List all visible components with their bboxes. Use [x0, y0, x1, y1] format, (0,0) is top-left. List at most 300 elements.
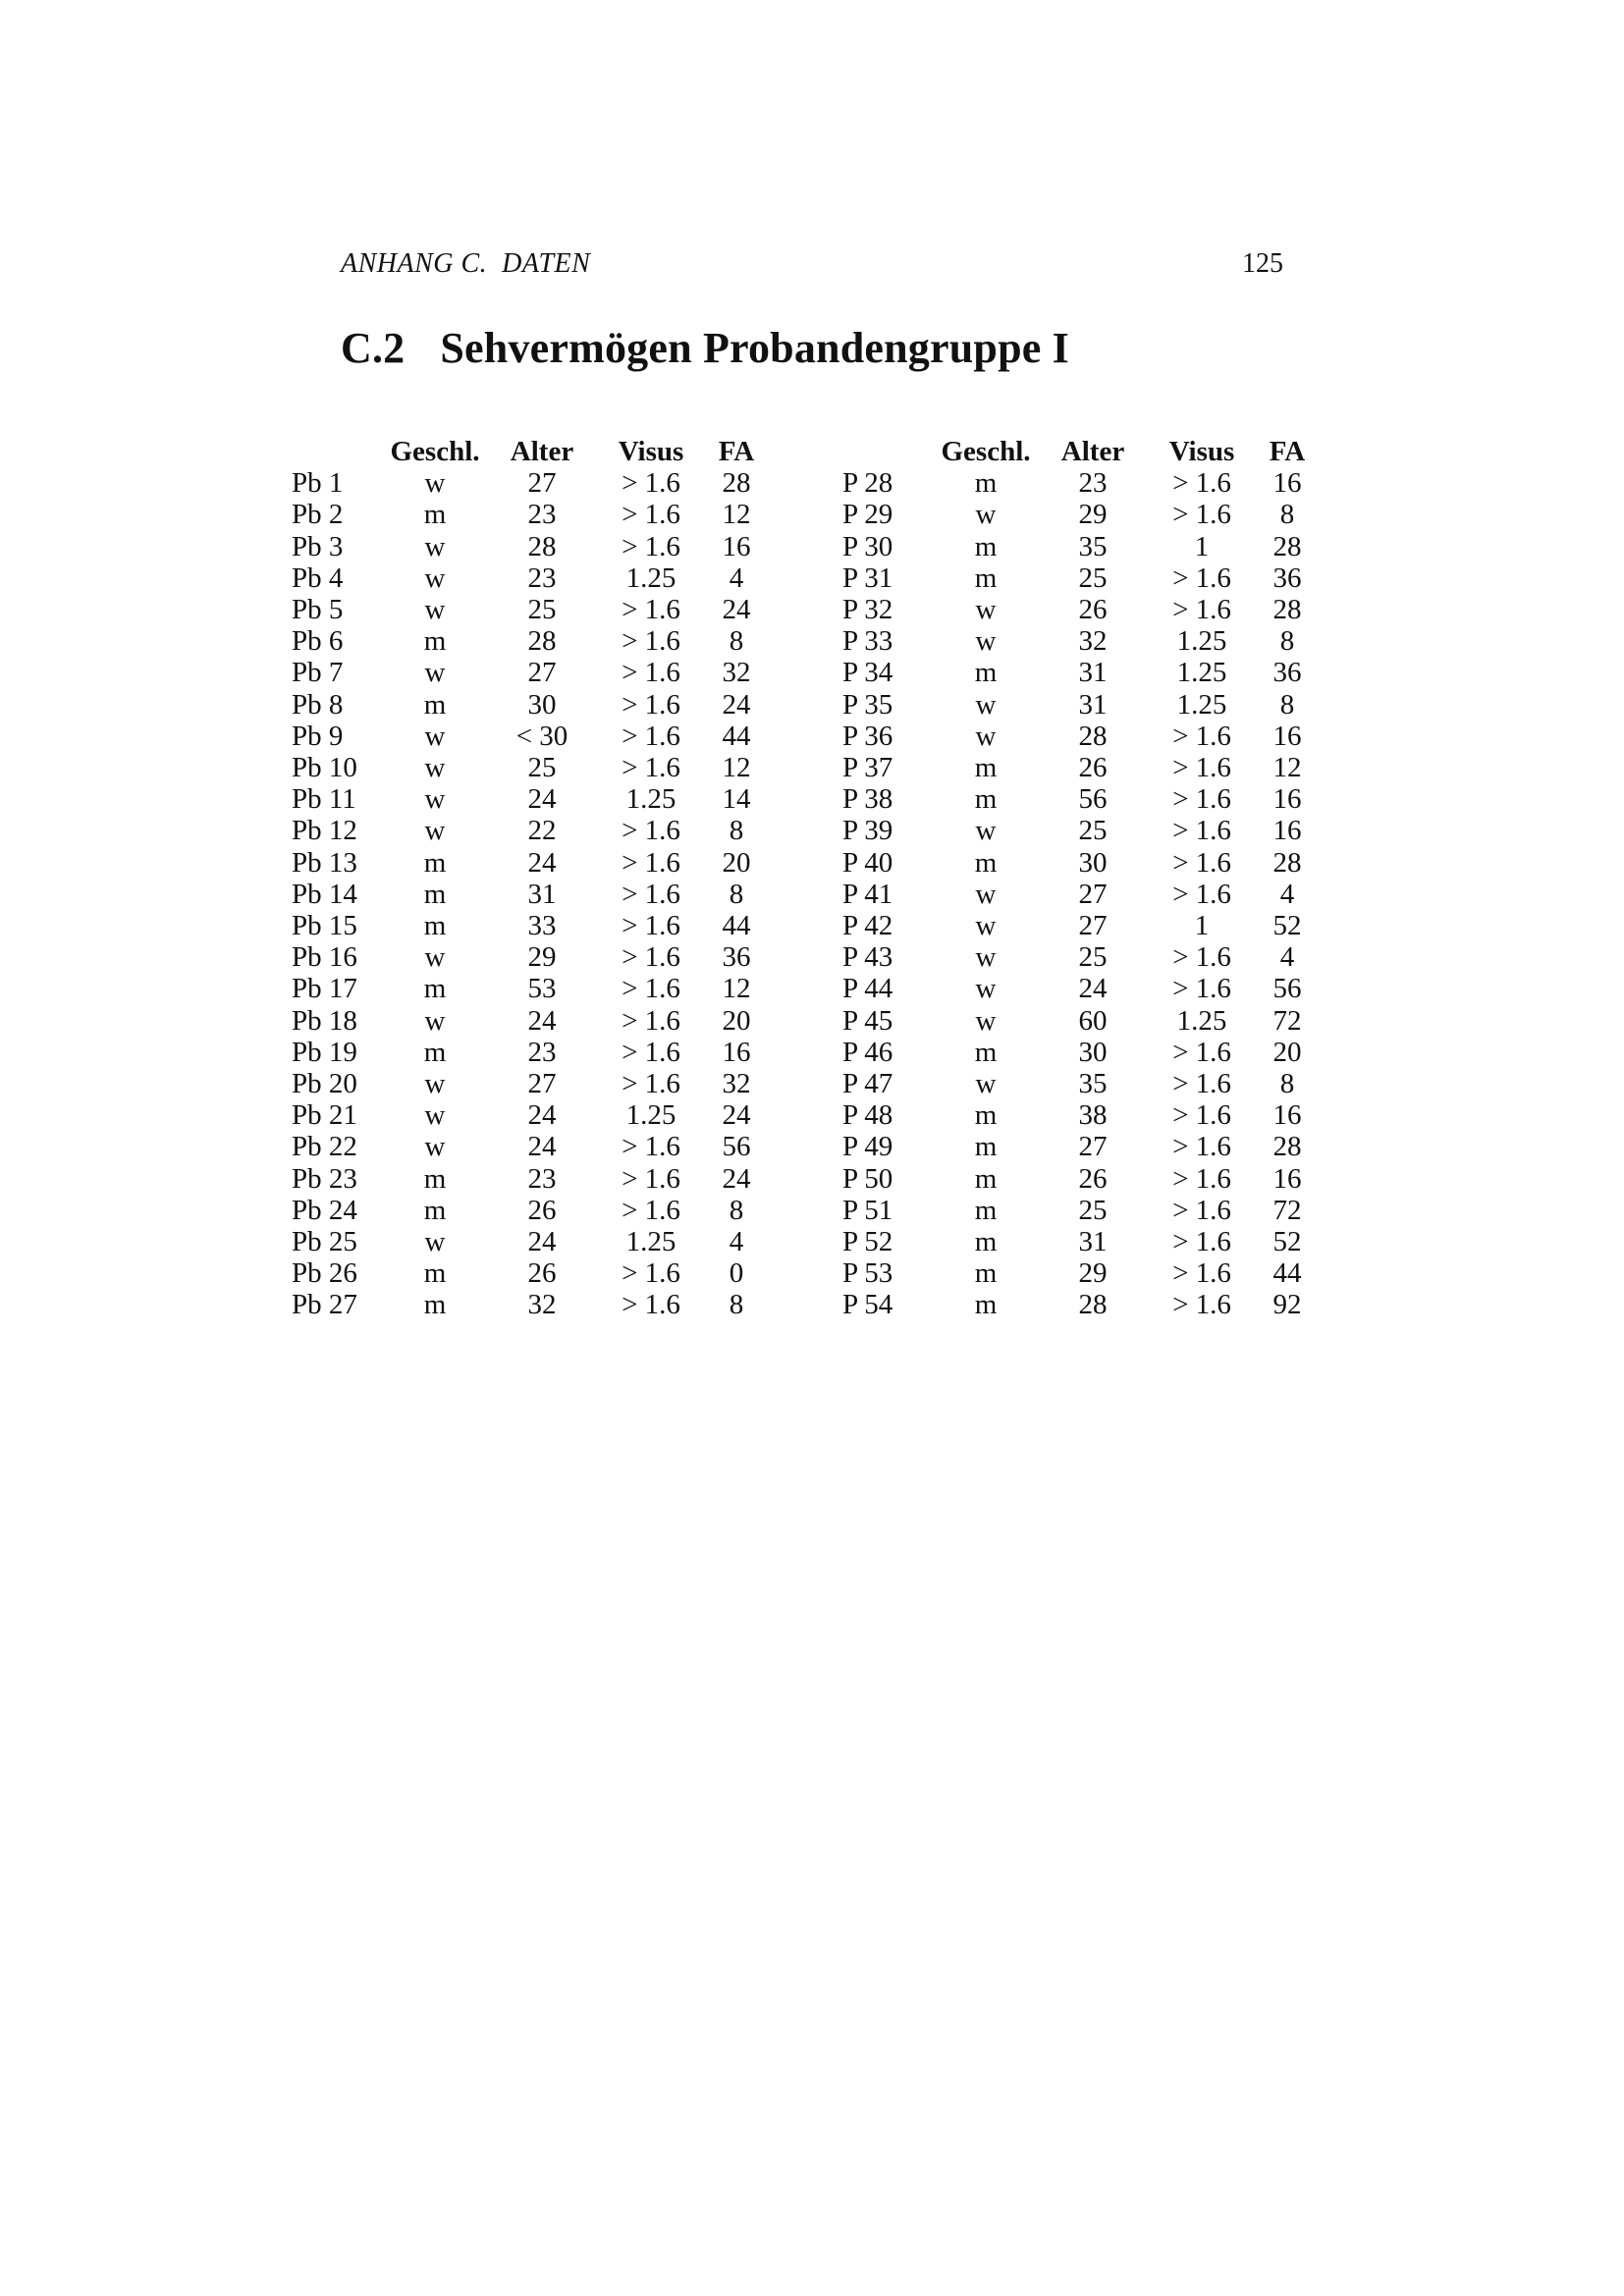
cell-geschl: m: [974, 1257, 998, 1290]
cell-alter: 56: [1078, 783, 1108, 816]
cell-geschl: m: [974, 1226, 998, 1258]
row-label: Pb 7: [292, 657, 344, 689]
cell-geschl: w: [975, 815, 997, 847]
table-row: [839, 721, 1318, 752]
cell-visus: > 1.6: [1172, 720, 1231, 752]
cell-visus: > 1.6: [622, 973, 680, 1005]
cell-geschl: m: [423, 910, 447, 942]
table-row: [839, 1037, 1318, 1068]
cell-geschl: w: [975, 499, 997, 531]
cell-alter: 24: [527, 783, 557, 816]
cell-visus: > 1.6: [1172, 752, 1231, 784]
table-row: [839, 1005, 1318, 1037]
cell-alter: 26: [527, 1257, 557, 1290]
cell-visus: > 1.6: [1172, 1289, 1231, 1321]
column-header-geschl: Geschl.: [941, 436, 1031, 467]
row-label: P 37: [842, 752, 893, 784]
cell-geschl: m: [974, 530, 998, 562]
table-row: [288, 1289, 767, 1320]
row-label: P 35: [842, 688, 893, 721]
cell-fa: 4: [729, 561, 744, 594]
cell-visus: > 1.6: [1172, 815, 1231, 847]
section-title: Sehvermögen Probandengruppe I: [440, 324, 1069, 372]
cell-fa: 72: [1272, 1004, 1302, 1037]
cell-fa: 20: [722, 846, 751, 879]
cell-alter: 24: [527, 846, 557, 879]
row-label: P 42: [842, 910, 893, 942]
table-row: [839, 752, 1318, 783]
cell-visus: > 1.6: [622, 688, 680, 721]
table-row: [839, 467, 1318, 499]
table-header-row: [839, 436, 1318, 467]
cell-visus: > 1.6: [1172, 1068, 1231, 1100]
section-heading: [341, 324, 1069, 373]
cell-visus: 1.25: [1176, 625, 1227, 658]
column-header-fa: FA: [718, 436, 755, 467]
cell-fa: 0: [729, 1257, 744, 1290]
table-row: [288, 1005, 767, 1037]
cell-geschl: w: [975, 878, 997, 910]
cell-geschl: m: [423, 1257, 447, 1290]
cell-alter: < 30: [515, 720, 568, 752]
cell-visus: 1.25: [625, 1226, 677, 1258]
column-header-visus: Visus: [1168, 436, 1235, 467]
table-row: [288, 562, 767, 594]
cell-alter: 26: [527, 1194, 557, 1226]
cell-geschl: w: [975, 1004, 997, 1037]
cell-visus: > 1.6: [1172, 1162, 1231, 1195]
row-label: P 32: [842, 594, 893, 626]
cell-fa: 28: [1272, 846, 1302, 879]
table-row: [839, 594, 1318, 625]
cell-alter: 27: [1078, 910, 1108, 942]
column-header-fa: FA: [1269, 436, 1306, 467]
row-label: P 49: [842, 1131, 893, 1163]
cell-alter: 24: [527, 1004, 557, 1037]
cell-alter: 31: [1078, 657, 1108, 689]
cell-geschl: w: [424, 1131, 446, 1163]
table-row: [839, 625, 1318, 657]
cell-visus: 1: [1194, 910, 1210, 942]
table-row: [839, 1131, 1318, 1162]
row-label: Pb 5: [292, 594, 344, 626]
cell-alter: 29: [1078, 1257, 1108, 1290]
cell-fa: 28: [1272, 594, 1302, 626]
cell-fa: 8: [1279, 688, 1295, 721]
cell-visus: > 1.6: [1172, 973, 1231, 1005]
cell-visus: > 1.6: [1172, 1036, 1231, 1068]
cell-fa: 32: [722, 657, 751, 689]
cell-visus: > 1.6: [622, 878, 680, 910]
cell-geschl: w: [975, 720, 997, 752]
cell-fa: 52: [1272, 910, 1302, 942]
row-label: P 50: [842, 1162, 893, 1195]
cell-fa: 8: [1279, 499, 1295, 531]
cell-alter: 26: [1078, 594, 1108, 626]
table-row: [839, 1195, 1318, 1226]
row-label: P 40: [842, 846, 893, 879]
cell-visus: 1.25: [1176, 657, 1227, 689]
cell-alter: 28: [1078, 1289, 1108, 1321]
row-label: Pb 8: [292, 688, 344, 721]
table-row: [839, 1163, 1318, 1195]
table-row: [839, 531, 1318, 562]
cell-geschl: m: [423, 973, 447, 1005]
cell-fa: 12: [722, 973, 751, 1005]
cell-fa: 56: [722, 1131, 751, 1163]
table-row: [288, 879, 767, 910]
table-row: [288, 1131, 767, 1162]
row-label: P 51: [842, 1194, 893, 1226]
cell-alter: 23: [527, 499, 557, 531]
cell-geschl: m: [974, 1162, 998, 1195]
table-row: [288, 1163, 767, 1195]
table-row: [288, 721, 767, 752]
cell-geschl: m: [423, 1289, 447, 1321]
table-row: [288, 973, 767, 1004]
cell-geschl: m: [974, 1099, 998, 1132]
cell-alter: 29: [527, 941, 557, 974]
table-row: [288, 657, 767, 688]
cell-geschl: w: [424, 1068, 446, 1100]
cell-alter: 25: [1078, 1194, 1108, 1226]
cell-visus: > 1.6: [622, 752, 680, 784]
cell-alter: 33: [527, 910, 557, 942]
cell-alter: 29: [1078, 499, 1108, 531]
cell-alter: 25: [1078, 561, 1108, 594]
cell-geschl: m: [974, 1194, 998, 1226]
cell-alter: 25: [527, 752, 557, 784]
row-label: P 33: [842, 625, 893, 658]
cell-geschl: m: [423, 499, 447, 531]
row-label: P 52: [842, 1226, 893, 1258]
cell-geschl: m: [974, 783, 998, 816]
cell-geschl: m: [423, 1036, 447, 1068]
cell-fa: 36: [1272, 561, 1302, 594]
cell-fa: 8: [1279, 625, 1295, 658]
table-row: [288, 594, 767, 625]
column-header-visus: Visus: [618, 436, 684, 467]
cell-visus: > 1.6: [622, 1257, 680, 1290]
cell-alter: 30: [1078, 1036, 1108, 1068]
row-label: Pb 2: [292, 499, 344, 531]
cell-visus: > 1.6: [622, 1004, 680, 1037]
row-label: Pb 16: [292, 941, 357, 974]
cell-fa: 24: [722, 1099, 751, 1132]
table-row: [288, 499, 767, 530]
cell-fa: 20: [1272, 1036, 1302, 1068]
row-label: Pb 11: [292, 783, 356, 816]
cell-geschl: w: [424, 752, 446, 784]
table-row: [288, 783, 767, 815]
cell-fa: 44: [722, 910, 751, 942]
cell-visus: > 1.6: [622, 910, 680, 942]
cell-visus: > 1.6: [622, 499, 680, 531]
table-row: [288, 847, 767, 879]
row-label: P 48: [842, 1099, 893, 1132]
cell-alter: 24: [527, 1131, 557, 1163]
cell-alter: 26: [1078, 752, 1108, 784]
corner-cell: [839, 436, 933, 467]
cell-alter: 53: [527, 973, 557, 1005]
cell-alter: 27: [1078, 1131, 1108, 1163]
row-label: Pb 9: [292, 720, 344, 752]
cell-visus: > 1.6: [1172, 1099, 1231, 1132]
cell-visus: > 1.6: [622, 1162, 680, 1195]
cell-geschl: w: [424, 720, 446, 752]
cell-geschl: w: [424, 1226, 446, 1258]
cell-fa: 4: [1279, 941, 1295, 974]
cell-geschl: w: [975, 910, 997, 942]
cell-fa: 4: [1279, 878, 1295, 910]
cell-geschl: w: [424, 941, 446, 974]
cell-visus: > 1.6: [622, 941, 680, 974]
cell-geschl: w: [424, 815, 446, 847]
table-row: [288, 941, 767, 973]
cell-geschl: w: [975, 594, 997, 626]
cell-fa: 16: [722, 530, 751, 562]
table-row: [839, 910, 1318, 941]
cell-alter: 35: [1078, 1068, 1108, 1100]
cell-alter: 27: [527, 1068, 557, 1100]
table-row: [839, 657, 1318, 688]
cell-fa: 8: [729, 1289, 744, 1321]
cell-geschl: m: [974, 467, 998, 500]
section-number: C.2: [341, 324, 406, 372]
table-row: [839, 1226, 1318, 1257]
row-label: P 34: [842, 657, 893, 689]
row-label: P 29: [842, 499, 893, 531]
cell-geschl: w: [424, 594, 446, 626]
table-row: [839, 499, 1318, 530]
cell-alter: 28: [527, 530, 557, 562]
cell-fa: 16: [1272, 1162, 1302, 1195]
cell-fa: 24: [722, 594, 751, 626]
cell-geschl: w: [975, 1068, 997, 1100]
table-row: [839, 847, 1318, 879]
corner-cell: [288, 436, 382, 467]
cell-visus: 1: [1194, 530, 1210, 562]
cell-geschl: w: [424, 783, 446, 816]
cell-alter: 32: [1078, 625, 1108, 658]
table-row: [839, 973, 1318, 1004]
table-row: [288, 531, 767, 562]
table-row: [288, 815, 767, 846]
row-label: P 47: [842, 1068, 893, 1100]
cell-geschl: w: [975, 973, 997, 1005]
cell-fa: 72: [1272, 1194, 1302, 1226]
row-label: Pb 13: [292, 846, 357, 879]
cell-alter: 30: [527, 688, 557, 721]
cell-fa: 14: [722, 783, 751, 816]
cell-visus: > 1.6: [622, 1131, 680, 1163]
cell-geschl: m: [974, 1036, 998, 1068]
cell-alter: 28: [1078, 720, 1108, 752]
cell-visus: > 1.6: [1172, 561, 1231, 594]
cell-fa: 92: [1272, 1289, 1302, 1321]
cell-geschl: m: [974, 657, 998, 689]
cell-visus: 1.25: [625, 561, 677, 594]
row-label: Pb 10: [292, 752, 357, 784]
row-label: P 38: [842, 783, 893, 816]
cell-geschl: m: [974, 561, 998, 594]
running-header-text: ANHANG C. DATEN: [341, 248, 591, 279]
cell-alter: 31: [1078, 688, 1108, 721]
cell-fa: 8: [729, 815, 744, 847]
column-header-alter: Alter: [1060, 436, 1125, 467]
cell-geschl: w: [424, 561, 446, 594]
cell-geschl: w: [424, 467, 446, 500]
cell-fa: 12: [722, 499, 751, 531]
cell-alter: 31: [527, 878, 557, 910]
cell-fa: 4: [729, 1226, 744, 1258]
page-number: 125: [1242, 248, 1283, 279]
cell-fa: 36: [722, 941, 751, 974]
row-label: Pb 18: [292, 1004, 357, 1037]
cell-geschl: w: [424, 1099, 446, 1132]
table-row: [288, 1195, 767, 1226]
cell-visus: > 1.6: [622, 657, 680, 689]
cell-fa: 32: [722, 1068, 751, 1100]
cell-geschl: m: [974, 752, 998, 784]
row-label: Pb 19: [292, 1036, 357, 1068]
cell-fa: 16: [1272, 467, 1302, 500]
table-row: [288, 1099, 767, 1131]
cell-fa: 12: [722, 752, 751, 784]
cell-geschl: m: [974, 1289, 998, 1321]
cell-alter: 32: [527, 1289, 557, 1321]
table-row: [839, 562, 1318, 594]
row-label: Pb 26: [292, 1257, 357, 1290]
cell-alter: 24: [1078, 973, 1108, 1005]
row-label: P 44: [842, 973, 893, 1005]
cell-fa: 28: [1272, 530, 1302, 562]
cell-visus: 1.25: [625, 1099, 677, 1132]
table-row: [288, 1226, 767, 1257]
row-label: Pb 20: [292, 1068, 357, 1100]
cell-visus: > 1.6: [622, 846, 680, 879]
table-row: [839, 1289, 1318, 1320]
cell-fa: 16: [1272, 1099, 1302, 1132]
cell-alter: 25: [1078, 815, 1108, 847]
cell-alter: 28: [527, 625, 557, 658]
cell-fa: 8: [729, 1194, 744, 1226]
row-label: P 30: [842, 530, 893, 562]
row-label: P 31: [842, 561, 893, 594]
cell-geschl: w: [424, 530, 446, 562]
cell-fa: 56: [1272, 973, 1302, 1005]
cell-alter: 35: [1078, 530, 1108, 562]
row-label: P 39: [842, 815, 893, 847]
cell-fa: 28: [722, 467, 751, 500]
cell-geschl: w: [975, 941, 997, 974]
row-label: Pb 25: [292, 1226, 357, 1258]
row-label: Pb 24: [292, 1194, 357, 1226]
cell-alter: 22: [527, 815, 557, 847]
cell-geschl: m: [423, 846, 447, 879]
cell-visus: > 1.6: [1172, 783, 1231, 816]
cell-visus: 1.25: [625, 783, 677, 816]
cell-alter: 30: [1078, 846, 1108, 879]
cell-alter: 24: [527, 1099, 557, 1132]
cell-alter: 27: [527, 467, 557, 500]
row-label: Pb 14: [292, 878, 357, 910]
row-label: Pb 1: [292, 467, 344, 500]
cell-fa: 8: [729, 625, 744, 658]
table-row: [288, 689, 767, 721]
row-label: P 46: [842, 1036, 893, 1068]
table-row: [839, 689, 1318, 721]
row-label: P 43: [842, 941, 893, 974]
subjects-table-left: [288, 436, 767, 1321]
column-header-geschl: Geschl.: [390, 436, 480, 467]
cell-visus: > 1.6: [622, 530, 680, 562]
table-row: [288, 910, 767, 941]
cell-fa: 36: [1272, 657, 1302, 689]
row-label: Pb 12: [292, 815, 357, 847]
cell-visus: > 1.6: [1172, 941, 1231, 974]
row-label: Pb 27: [292, 1289, 357, 1321]
table-row: [839, 1257, 1318, 1289]
cell-geschl: w: [975, 625, 997, 658]
cell-alter: 60: [1078, 1004, 1108, 1037]
cell-visus: > 1.6: [1172, 878, 1231, 910]
cell-visus: > 1.6: [1172, 1226, 1231, 1258]
cell-alter: 25: [527, 594, 557, 626]
table-row: [288, 1257, 767, 1289]
cell-visus: > 1.6: [622, 720, 680, 752]
cell-geschl: w: [975, 688, 997, 721]
cell-visus: > 1.6: [622, 1289, 680, 1321]
row-label: P 45: [842, 1004, 893, 1037]
table-row: [288, 625, 767, 657]
row-label: P 41: [842, 878, 893, 910]
row-label: Pb 21: [292, 1099, 357, 1132]
cell-visus: 1.25: [1176, 1004, 1227, 1037]
table-header-row: [288, 436, 767, 467]
cell-geschl: m: [423, 878, 447, 910]
cell-fa: 52: [1272, 1226, 1302, 1258]
row-label: Pb 4: [292, 561, 344, 594]
cell-fa: 16: [1272, 815, 1302, 847]
cell-fa: 24: [722, 1162, 751, 1195]
row-label: Pb 23: [292, 1162, 357, 1195]
cell-visus: > 1.6: [1172, 1194, 1231, 1226]
cell-geschl: m: [423, 688, 447, 721]
cell-alter: 23: [527, 561, 557, 594]
row-label: P 53: [842, 1257, 893, 1290]
cell-geschl: m: [423, 625, 447, 658]
cell-visus: > 1.6: [1172, 467, 1231, 500]
cell-fa: 44: [722, 720, 751, 752]
cell-alter: 23: [527, 1162, 557, 1195]
subjects-table: [288, 436, 1318, 1321]
cell-geschl: m: [974, 1131, 998, 1163]
cell-alter: 24: [527, 1226, 557, 1258]
cell-alter: 23: [1078, 467, 1108, 500]
cell-alter: 25: [1078, 941, 1108, 974]
table-row: [839, 1068, 1318, 1099]
table-row: [839, 941, 1318, 973]
cell-visus: > 1.6: [622, 1036, 680, 1068]
cell-alter: 23: [527, 1036, 557, 1068]
cell-visus: > 1.6: [622, 815, 680, 847]
cell-alter: 38: [1078, 1099, 1108, 1132]
row-label: Pb 3: [292, 530, 344, 562]
row-label: Pb 22: [292, 1131, 357, 1163]
cell-fa: 12: [1272, 752, 1302, 784]
column-header-alter: Alter: [510, 436, 574, 467]
